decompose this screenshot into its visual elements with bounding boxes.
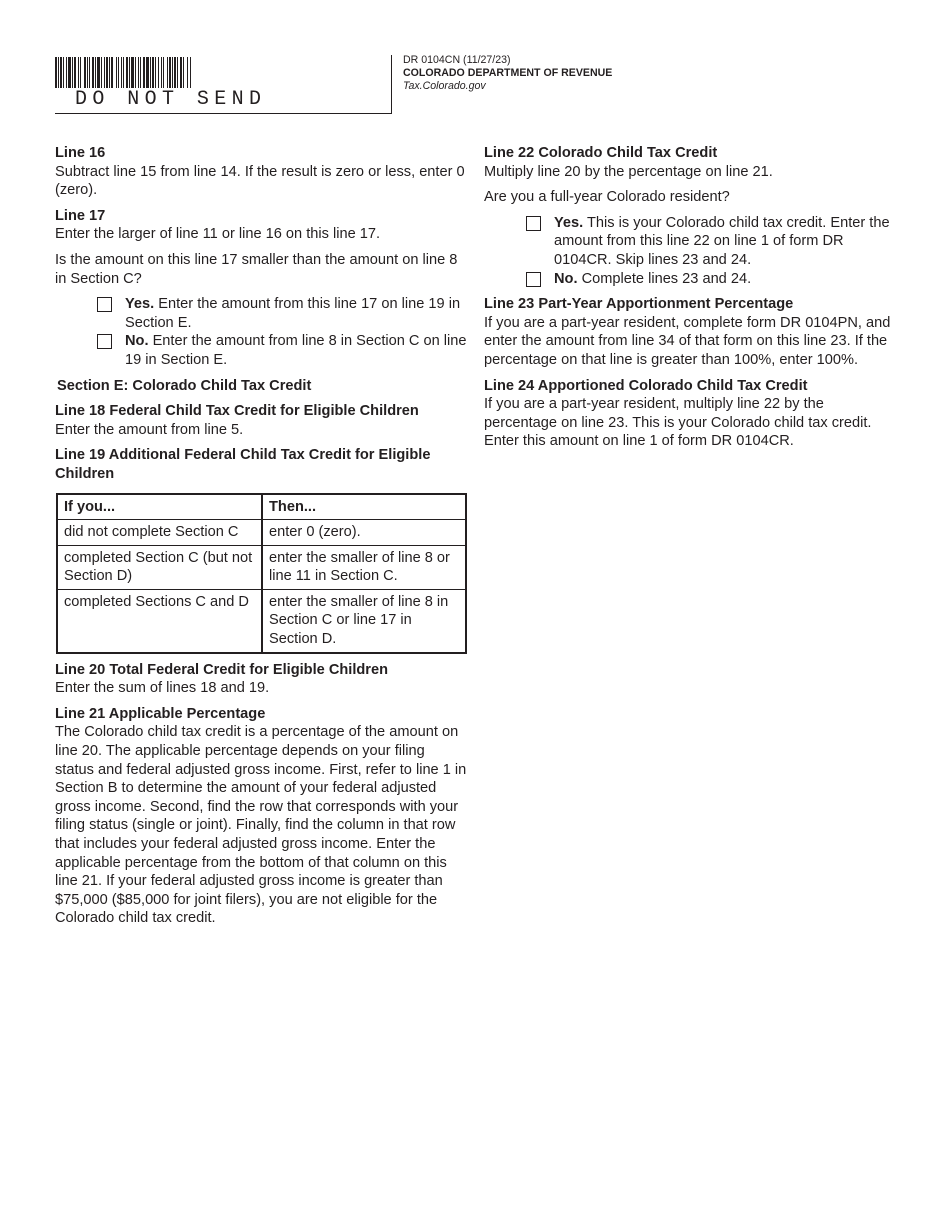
table-cell-if: completed Section C (but not Section D)	[57, 545, 262, 589]
line-22-no-text: Complete lines 23 and 24.	[581, 270, 752, 287]
line-21-heading: Line 21 Applicable Percentage	[55, 705, 266, 722]
line-17-no-text: Enter the amount from line 8 in Section C on line 19 in Section E.	[125, 333, 467, 368]
line-17-block	[55, 207, 467, 370]
line-20-block	[55, 661, 467, 698]
line-18-text: Enter the amount from line 5.	[55, 421, 244, 438]
line-22-question: Are you a full-year Colorado resident?	[484, 189, 730, 206]
table-header-then: Then...	[262, 494, 466, 520]
do-not-send-label: DO NOT SEND	[75, 88, 267, 111]
line-22-heading: Line 22 Colorado Child Tax Credit	[484, 145, 718, 161]
yes-label: Yes.	[554, 214, 584, 231]
line-21-block	[55, 705, 467, 928]
line-18-block	[55, 402, 467, 439]
section-e-title: Section E: Colorado Child Tax Credit	[57, 377, 312, 394]
line-23-block	[484, 295, 896, 369]
table-cell-then: enter the smaller of line 8 in Section C or line 17 in Section D.	[262, 589, 466, 652]
yes-label: Yes.	[125, 296, 155, 313]
website: Tax.Colorado.gov	[403, 80, 486, 92]
line-18-heading: Line 18 Federal Child Tax Credit for Eligible Children	[55, 403, 419, 420]
line-17-yes-text: Enter the amount from this line 17 on line 19 in Section E.	[125, 296, 461, 331]
line-17-yes-checkbox[interactable]	[97, 297, 112, 312]
line-24-block	[484, 377, 896, 451]
table-row	[57, 520, 466, 546]
line-22-yes-text: This is your Colorado child tax credit. Enter the amount from this line 22 on line 1 of form DR 0104CR. Skip lines 23 and 24.	[554, 214, 890, 268]
line-22-options	[526, 214, 896, 288]
line-19-heading: Line 19 Additional Federal Child Tax Credit for Eligible Children	[55, 447, 431, 482]
line-22-block	[484, 144, 896, 288]
line-16-block	[55, 144, 467, 200]
table-header-if: If you...	[57, 494, 262, 520]
line-20-heading: Line 20 Total Federal Credit for Eligible Children	[55, 661, 389, 678]
department-name: COLORADO DEPARTMENT OF REVENUE	[403, 67, 613, 79]
line-17-options	[97, 295, 467, 369]
table-cell-if: completed Sections C and D	[57, 589, 262, 652]
table-cell-then: enter 0 (zero).	[262, 520, 466, 546]
form-id: DR 0104CN (11/27/23)	[403, 54, 511, 66]
line-17-question: Is the amount on this line 17 smaller than the amount on line 8 in Section C?	[55, 251, 458, 287]
line-22-yes-option	[526, 214, 896, 270]
barcode-image	[55, 57, 275, 88]
line-17-text: Enter the larger of line 11 or line 16 on this line 17.	[55, 226, 381, 243]
line-20-text: Enter the sum of lines 18 and 19.	[55, 680, 270, 697]
line-17-no-option	[97, 332, 467, 369]
line-22-yes-checkbox[interactable]	[526, 216, 541, 231]
line-17-yes-option	[97, 295, 467, 332]
line-21-text: The Colorado child tax credit is a percentage of the amount on line 20. The applicable percentage depends on your filing status and federal adjusted gross income. First, refer to line 1 in Section B to determine the amount of your federal adjusted gross income. Second, find the row that corresponds with your filing status (single or joint). Finally, find the column in that row that includes your federal adjusted gross income. Enter the applicable percentage from the bottom of that column on this line 21. If your federal adjusted gross income is greater than $75,000 ($85,000 for joint filers), you are not eligible for the Colorado child tax credit.	[55, 724, 467, 927]
left-column	[55, 144, 467, 935]
line-23-heading: Line 23 Part-Year Apportionment Percentage	[484, 296, 794, 313]
line-16-heading: Line 16	[55, 145, 106, 161]
line-22-no-option	[526, 270, 896, 289]
no-label: No.	[125, 333, 149, 350]
no-label: No.	[554, 270, 578, 287]
table-cell-then: enter the smaller of line 8 or line 11 in Section C.	[262, 545, 466, 589]
line-17-no-checkbox[interactable]	[97, 334, 112, 349]
table-cell-if: did not complete Section C	[57, 520, 262, 546]
line-22-text: Multiply line 20 by the percentage on line 21.	[484, 163, 773, 180]
line-22-no-checkbox[interactable]	[526, 272, 541, 287]
table-row	[57, 545, 466, 589]
line-19-block	[55, 446, 467, 653]
table-header-row	[57, 494, 466, 520]
line-16-text: Subtract line 15 from line 14. If the result is zero or less, enter 0 (zero).	[55, 163, 465, 199]
line-19-table	[56, 493, 467, 654]
line-23-text: If you are a part-year resident, complete form DR 0104PN, and enter the amount from line 34 of that form on this line 23. If the percentage on that line is greater than 100%, enter 100%.	[484, 314, 891, 368]
line-17-heading: Line 17	[55, 207, 106, 224]
line-24-text: If you are a part-year resident, multiply line 22 by the percentage on line 23. This is your Colorado child tax credit. Enter this amount on line 1 of form DR 0104CR.	[484, 396, 872, 450]
table-row	[57, 589, 466, 652]
line-24-heading: Line 24 Apportioned Colorado Child Tax Credit	[484, 377, 808, 394]
form-header	[403, 54, 612, 93]
right-column	[484, 144, 896, 458]
barcode-area	[55, 55, 392, 114]
